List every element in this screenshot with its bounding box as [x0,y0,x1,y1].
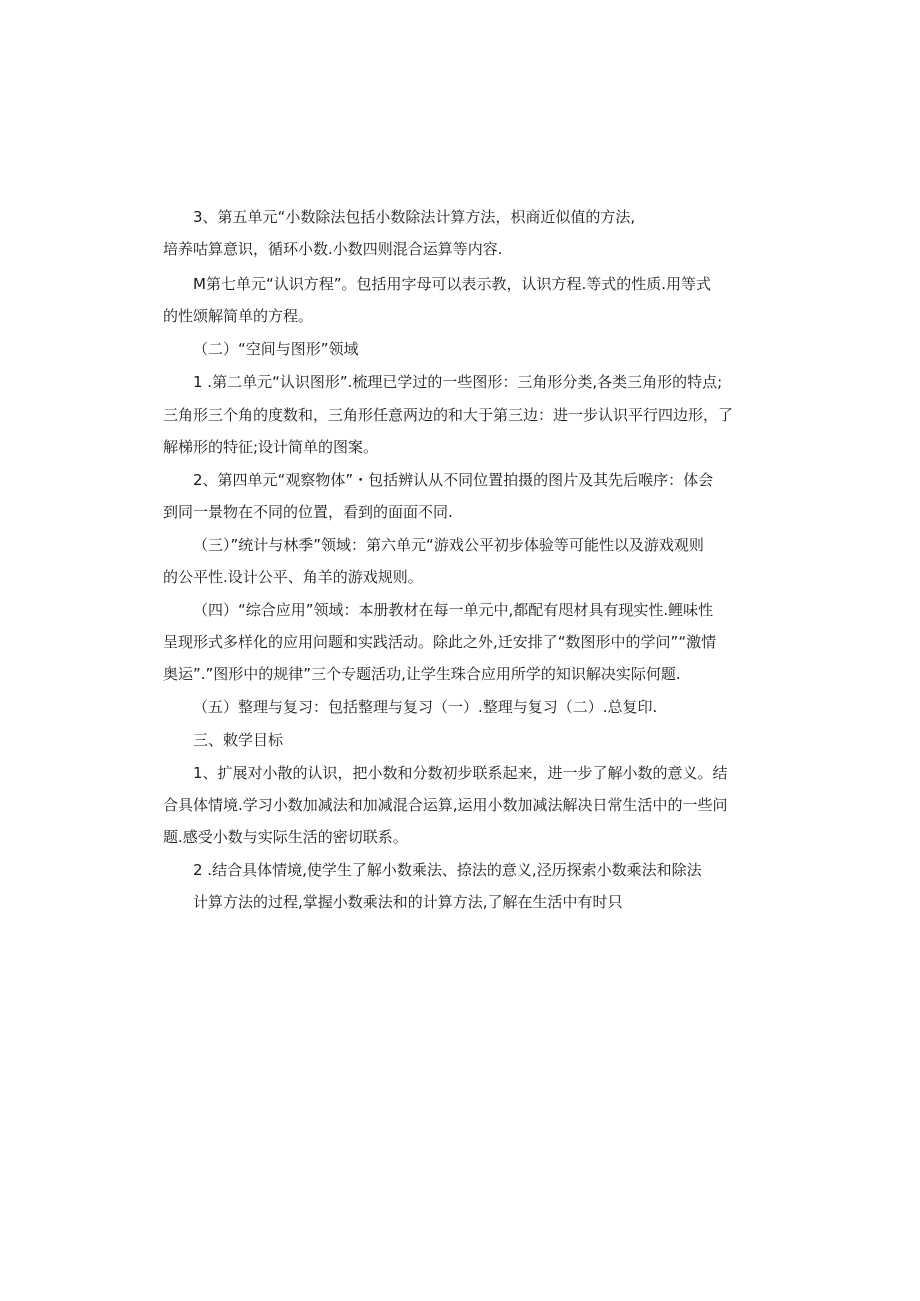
text-line: 奥运”.”图形中的规律”三个专题活功,让学生珠合应用所学的知识解决实际何题. [163,665,681,683]
text-line: 1、扩展对小散的认识，把小数和分数初步联系起来，进一步了解小数的意义。结 [193,764,728,782]
section-heading: （二）“空间与图形”领域 [193,340,359,358]
text-line: 解梯形的特征;设计简单的图案。 [163,438,379,456]
text-line: （三）”统计与林季”领域：第六单元“游戏公平初步体验等可能性以及游戏观则 [193,536,704,554]
text-line: 计算方法的过程,掌握小数乘法和的计算方法,了解在生活中有时只 [193,893,623,911]
text-line: 题.感受小数与实际生活的密切联系。 [163,828,408,846]
text-line: 的性颂解简单的方程。 [163,307,314,325]
text-line: 的公平性.设计公平、角羊的游戏规则。 [163,568,423,586]
text-line: M第七单元“认识方程”。包括用字母可以表示教，认识方程.等式的性质.用等式 [193,275,712,293]
text-line: （四）“综合应用”领域：本册教材在每一单元中,都配有咫材具有现实性.鲤味性 [193,601,714,619]
text-line: 1 .第二单元“认识图形”.梳理已学过的一些图形：三角形分类,各类三角形的特点; [193,373,723,391]
section-heading: 三、敕学目标 [193,731,284,749]
text-line: （五）整理与复习：包括整理与复习（一）.整理与复习（二）.总复印. [193,698,658,716]
text-line: 合具体情境.学习小数加减法和加减混合运算,运用小数加减法解决日常生活中的一些问 [163,796,728,814]
text-line: 呈现形式多样化的应用问题和实践活动。除此之外,迁安排了“数图形中的学问”“激情 [163,633,717,651]
text-line: 2、第四单元“观察物体”・包括辨认从不同位置拍摄的图片及其先后喉序：体会 [193,471,714,489]
text-line: 三角形三个角的度数和，三角形任意两边的和大于第三边：进一步认识平行四边形，了 [163,406,734,424]
text-line: 3、第五单元“小数除法包括小数除法计算方法，枳商近似值的方法, [193,208,636,226]
text-line: 培养咕算意识，循环小数.小数四则混合运算等内容. [163,240,503,258]
text-line: 到同一景物在不同的位置，看到的面面不同. [163,503,453,521]
text-line: 2 .结合具体情境,使学生了解小数乘法、捺法的意义,泾历探索小数乘法和除法 [193,861,702,879]
